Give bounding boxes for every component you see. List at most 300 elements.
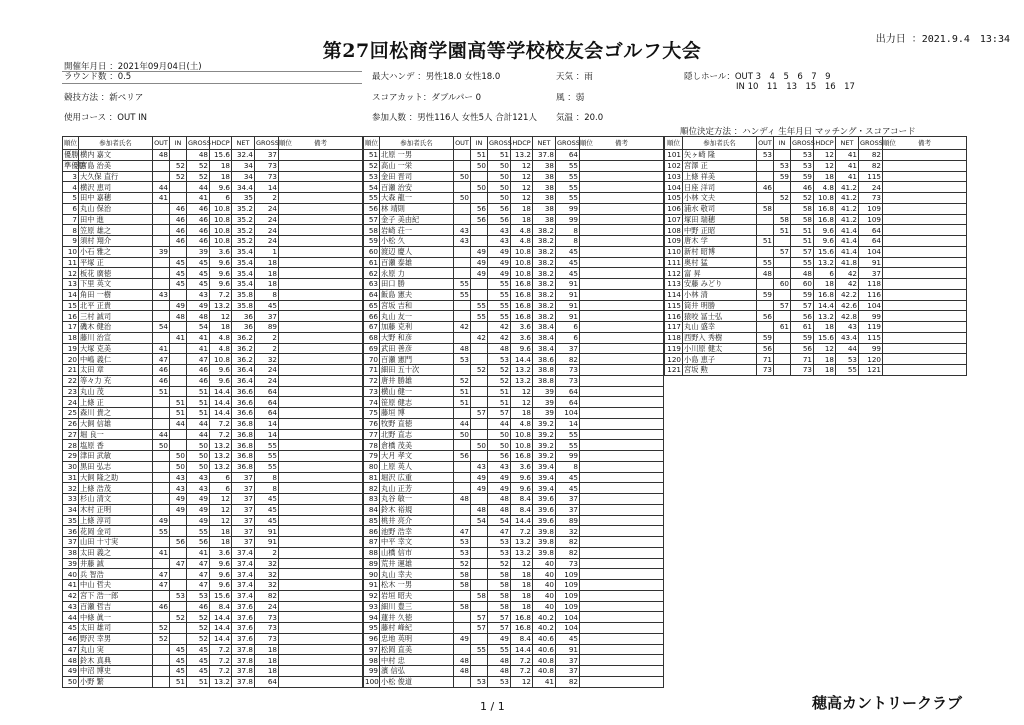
table-cell: 90 — [364, 569, 380, 580]
table-cell: 18 — [511, 203, 533, 214]
table-cell: 59 — [791, 332, 814, 343]
table-cell: 4.8 — [511, 225, 533, 236]
table-cell: 57 — [488, 408, 511, 419]
table-cell — [153, 472, 170, 483]
table-cell: 42 — [471, 332, 488, 343]
table-cell: 58 — [454, 569, 471, 580]
table-cell: 39 — [533, 386, 556, 397]
table-cell: 10.8 — [511, 440, 533, 451]
table-cell: 102 — [665, 160, 683, 171]
table-cell: 56 — [488, 203, 511, 214]
table-cell — [153, 451, 170, 462]
table-row — [63, 343, 363, 354]
table-cell: 41 — [187, 332, 210, 343]
table-row — [364, 160, 664, 171]
table-cell — [774, 332, 791, 343]
table-cell: 99 — [859, 311, 883, 322]
table-cell — [580, 494, 664, 505]
table-cell: 9.6 — [210, 569, 232, 580]
table-cell — [170, 515, 187, 526]
table-row — [364, 193, 664, 204]
table-cell: 24 — [255, 236, 279, 247]
table-cell: 42 — [488, 332, 511, 343]
table-cell: 6 — [210, 472, 232, 483]
table-cell: 52 — [187, 171, 210, 182]
table-cell: 43 — [187, 289, 210, 300]
table-cell: 58 — [757, 203, 774, 214]
table-row — [63, 472, 363, 483]
table-cell: 49 — [454, 633, 471, 644]
table-row — [364, 182, 664, 193]
table-cell: 49 — [471, 257, 488, 268]
table-cell: 1 — [255, 246, 279, 257]
table-cell: 15 — [63, 300, 79, 311]
table-cell: 37.4 — [232, 580, 255, 591]
table-row — [665, 182, 967, 193]
table-cell — [170, 354, 187, 365]
table-cell — [883, 182, 967, 193]
table-cell: 9.6 — [210, 580, 232, 591]
player-name-cell: 新村 昭博 — [683, 246, 757, 257]
table-cell — [580, 623, 664, 634]
table-row — [63, 418, 363, 429]
table-row — [665, 257, 967, 268]
table-cell — [279, 601, 363, 612]
table-cell: 55 — [556, 440, 580, 451]
player-name-cell: 丸山 保治 — [79, 203, 153, 214]
table-cell: 2 — [255, 343, 279, 354]
table-cell: 8 — [255, 472, 279, 483]
player-name-cell: 太田 義之 — [79, 547, 153, 558]
table-row — [63, 375, 363, 386]
table-cell: 16.8 — [511, 451, 533, 462]
table-cell: 4.8 — [210, 332, 232, 343]
table-cell — [580, 612, 664, 623]
table-cell: 45 — [556, 268, 580, 279]
table-cell: 73 — [791, 365, 814, 376]
table-cell: 64 — [859, 225, 883, 236]
table-cell: 7.2 — [210, 666, 232, 677]
table-cell — [580, 225, 664, 236]
table-cell: 8 — [63, 225, 79, 236]
table-cell: 46 — [153, 601, 170, 612]
table-cell: 81 — [364, 472, 380, 483]
table-cell: 116 — [859, 289, 883, 300]
table-cell: 104 — [859, 246, 883, 257]
table-cell — [580, 429, 664, 440]
table-cell: 55 — [187, 526, 210, 537]
table-cell: 40 — [533, 558, 556, 569]
table-cell — [454, 311, 471, 322]
table-cell — [279, 171, 363, 182]
table-row — [63, 623, 363, 634]
table-cell: 40.6 — [533, 633, 556, 644]
table-cell — [471, 375, 488, 386]
table-cell — [883, 300, 967, 311]
table-cell: 37 — [556, 494, 580, 505]
table-cell: 99 — [556, 203, 580, 214]
table-cell: 61 — [774, 322, 791, 333]
table-cell: 18 — [210, 160, 232, 171]
table-cell: 40.6 — [533, 644, 556, 655]
player-name-cell: 上條 正 — [79, 397, 153, 408]
table-cell — [471, 633, 488, 644]
player-name-cell: 大月 孝文 — [380, 451, 454, 462]
table-cell: 109 — [556, 580, 580, 591]
player-name-cell: 等々力 充 — [79, 375, 153, 386]
table-cell: 12 — [210, 311, 232, 322]
table-cell — [153, 300, 170, 311]
table-row — [63, 633, 363, 644]
table-cell: 73 — [556, 375, 580, 386]
player-name-cell: 田中 嘉穂 — [79, 193, 153, 204]
table-cell: 80 — [364, 461, 380, 472]
table-cell: 40 — [533, 569, 556, 580]
player-name-cell: 鈴木 真典 — [79, 655, 153, 666]
table-cell: 18 — [210, 537, 232, 548]
table-cell: 46 — [153, 365, 170, 376]
table-cell — [580, 558, 664, 569]
table-cell — [580, 461, 664, 472]
player-name-cell: 池野 浩幸 — [380, 526, 454, 537]
table-cell — [153, 397, 170, 408]
table-cell: 36.8 — [232, 461, 255, 472]
table-cell — [454, 515, 471, 526]
table-cell: 50 — [488, 160, 511, 171]
table-cell — [170, 150, 187, 161]
player-name-cell: 堀 良一 — [79, 429, 153, 440]
table-cell — [471, 225, 488, 236]
table-cell — [774, 257, 791, 268]
player-name-cell: 横内 嘉文 — [79, 150, 153, 161]
table-cell: 49 — [153, 515, 170, 526]
table-cell: 40.2 — [533, 612, 556, 623]
table-cell: 14 — [255, 429, 279, 440]
table-cell: 50 — [170, 451, 187, 462]
table-row — [63, 537, 363, 548]
table-cell: 16.8 — [511, 289, 533, 300]
table-cell — [279, 623, 363, 634]
table-cell: 38.4 — [533, 322, 556, 333]
table-cell: 15.6 — [814, 246, 836, 257]
table-row — [665, 268, 967, 279]
table-cell: 67 — [364, 322, 380, 333]
table-cell: 18 — [255, 666, 279, 677]
column-header: 参加者氏名 — [380, 137, 454, 150]
table-cell: 104 — [556, 408, 580, 419]
table-row — [665, 311, 967, 322]
player-name-cell: 兵 智浩 — [79, 569, 153, 580]
table-cell: 7.2 — [511, 526, 533, 537]
player-name-cell: 加藤 克利 — [380, 322, 454, 333]
table-cell: 9.6 — [210, 365, 232, 376]
player-name-cell: 武田 善彦 — [380, 343, 454, 354]
table-cell: 73 — [364, 386, 380, 397]
table-cell: 109 — [556, 601, 580, 612]
table-cell: 49 — [170, 504, 187, 515]
table-cell: 47 — [187, 569, 210, 580]
table-cell — [580, 526, 664, 537]
table-cell: 4.8 — [814, 182, 836, 193]
table-cell: 64 — [556, 150, 580, 161]
table-cell: 82 — [859, 160, 883, 171]
table-cell — [153, 483, 170, 494]
table-cell — [170, 601, 187, 612]
table-cell: 42 — [836, 279, 859, 290]
table-cell: 14 — [255, 182, 279, 193]
table-cell — [580, 644, 664, 655]
player-name-cell: 藤垣 博 — [380, 408, 454, 419]
table-cell: 66 — [364, 311, 380, 322]
table-cell — [580, 537, 664, 548]
table-cell: 39.8 — [533, 547, 556, 558]
table-cell — [471, 666, 488, 677]
table-cell: 43 — [836, 322, 859, 333]
table-row — [364, 612, 664, 623]
table-cell: 64 — [556, 386, 580, 397]
table-cell: 113 — [665, 279, 683, 290]
table-cell: 36.8 — [232, 440, 255, 451]
table-cell: 38 — [533, 203, 556, 214]
table-cell: 42 — [454, 322, 471, 333]
table-cell: 117 — [665, 322, 683, 333]
table-cell: 59 — [364, 236, 380, 247]
player-name-cell: 小林 文夫 — [683, 193, 757, 204]
table-cell — [153, 279, 170, 290]
table-cell: 18 — [255, 655, 279, 666]
table-cell — [580, 268, 664, 279]
table-cell: 41 — [836, 150, 859, 161]
table-cell: 101 — [665, 150, 683, 161]
table-cell — [580, 440, 664, 451]
table-cell: 41 — [533, 676, 556, 687]
table-cell — [279, 289, 363, 300]
table-cell — [580, 171, 664, 182]
table-cell: 38 — [533, 214, 556, 225]
player-name-cell: 筒井 明勝 — [683, 300, 757, 311]
table-cell — [279, 655, 363, 666]
table-cell — [454, 504, 471, 515]
table-cell: 8 — [255, 289, 279, 300]
table-row — [63, 193, 363, 204]
player-name-cell: 堀沢 広重 — [380, 472, 454, 483]
table-cell: 50 — [471, 440, 488, 451]
score-cut: スコアカット：ダブルパー 0 — [372, 93, 482, 103]
table-cell: 94 — [364, 612, 380, 623]
table-cell — [279, 236, 363, 247]
table-row — [364, 150, 664, 161]
player-name-cell: 山田 十寸実 — [79, 537, 153, 548]
table-cell: 14.4 — [210, 612, 232, 623]
table-row — [665, 289, 967, 300]
table-cell: 64 — [255, 676, 279, 687]
table-cell — [153, 461, 170, 472]
table-cell: 55 — [153, 526, 170, 537]
table-cell: 55 — [454, 279, 471, 290]
table-cell: 114 — [665, 289, 683, 300]
player-name-cell: 津田 武敏 — [79, 451, 153, 462]
table-cell: 104 — [556, 623, 580, 634]
table-cell: 48 — [488, 655, 511, 666]
table-cell: 52 — [153, 633, 170, 644]
table-cell — [153, 268, 170, 279]
table-cell: 47 — [170, 558, 187, 569]
table-cell — [580, 590, 664, 601]
table-cell: 6 — [814, 268, 836, 279]
table-cell: 48 — [187, 311, 210, 322]
table-cell: 35 — [63, 515, 79, 526]
table-cell: 41 — [63, 580, 79, 591]
table-cell: 43 — [454, 236, 471, 247]
table-cell: 43 — [153, 289, 170, 300]
table-cell: 53 — [170, 590, 187, 601]
table-cell: 48 — [488, 504, 511, 515]
table-cell: 52 — [153, 623, 170, 634]
table-cell: 57 — [364, 214, 380, 225]
player-name-cell: 太田 雄司 — [79, 623, 153, 634]
column-header: NET — [533, 137, 556, 150]
table-cell: 55 — [255, 461, 279, 472]
table-cell — [580, 300, 664, 311]
table-cell: 26 — [63, 418, 79, 429]
table-cell — [153, 236, 170, 247]
table-cell: 16.8 — [814, 289, 836, 300]
table-cell: 120 — [859, 354, 883, 365]
table-cell: 32 — [63, 483, 79, 494]
table-cell: 54 — [364, 182, 380, 193]
table-cell: 14 — [255, 418, 279, 429]
table-cell: 58 — [454, 601, 471, 612]
player-name-cell: 濱 信弘 — [380, 666, 454, 677]
table-cell — [279, 472, 363, 483]
table-row — [63, 150, 363, 161]
table-cell: 59 — [791, 171, 814, 182]
table-cell: 53 — [454, 547, 471, 558]
event-date: 開催年月日 ：2021年09月04日(土) — [64, 62, 202, 72]
table-row — [63, 590, 363, 601]
table-cell: 13.2 — [210, 676, 232, 687]
table-cell: 51 — [170, 397, 187, 408]
table-row — [665, 225, 967, 236]
table-cell: 39.6 — [533, 494, 556, 505]
table-cell: 56 — [488, 451, 511, 462]
table-cell: 14.4 — [511, 354, 533, 365]
table-cell — [774, 203, 791, 214]
table-cell: 32 — [255, 580, 279, 591]
table-cell: 9 — [63, 236, 79, 247]
table-cell — [580, 193, 664, 204]
table-cell — [454, 612, 471, 623]
player-name-cell: 宮澤 正 — [683, 160, 757, 171]
table-cell: 41.2 — [836, 182, 859, 193]
table-cell: 31 — [63, 472, 79, 483]
table-cell: 59 — [757, 289, 774, 300]
table-cell: 58 — [774, 214, 791, 225]
table-cell: 8.4 — [511, 494, 533, 505]
table-cell: 43 — [170, 472, 187, 483]
table-cell: 41 — [170, 332, 187, 343]
table-cell: 61 — [791, 322, 814, 333]
table-row — [665, 193, 967, 204]
column-header: HDCP — [511, 137, 533, 150]
table-cell — [580, 343, 664, 354]
table-cell: 18 — [255, 257, 279, 268]
table-cell: 49 — [471, 483, 488, 494]
table-cell: 16.8 — [511, 279, 533, 290]
table-cell — [580, 279, 664, 290]
table-cell: 51 — [364, 150, 380, 161]
player-name-cell: 小林 清 — [683, 289, 757, 300]
table-cell: 12 — [511, 676, 533, 687]
table-cell: 52 — [187, 160, 210, 171]
divider — [62, 71, 362, 72]
player-name-cell: 藤村 峰紀 — [380, 623, 454, 634]
table-cell: 準優勝 — [64, 161, 86, 171]
table-cell: 53 — [454, 537, 471, 548]
player-name-cell: 中沼 博史 — [79, 666, 153, 677]
table-cell — [580, 633, 664, 644]
table-cell: 43 — [187, 472, 210, 483]
table-cell: 38 — [533, 193, 556, 204]
table-cell — [454, 246, 471, 257]
table-cell — [170, 246, 187, 257]
table-cell — [454, 472, 471, 483]
table-cell — [279, 537, 363, 548]
table-cell — [153, 408, 170, 419]
table-cell: 50 — [63, 676, 79, 687]
table-cell — [883, 246, 967, 257]
table-cell: 38 — [533, 171, 556, 182]
table-cell: 41.2 — [836, 203, 859, 214]
table-row — [364, 666, 664, 677]
table-cell: 48 — [488, 494, 511, 505]
table-cell — [279, 569, 363, 580]
table-cell: 32 — [556, 526, 580, 537]
table-cell: 3.6 — [511, 322, 533, 333]
table-cell: 37.6 — [232, 633, 255, 644]
table-cell — [279, 322, 363, 333]
table-row — [364, 515, 664, 526]
table-cell: 32 — [255, 558, 279, 569]
table-cell: 118 — [859, 279, 883, 290]
table-cell — [883, 279, 967, 290]
player-name-cell: 永原 力 — [380, 268, 454, 279]
table-cell — [774, 236, 791, 247]
table-cell: 49 — [488, 633, 511, 644]
table-cell: 54 — [153, 322, 170, 333]
table-cell: 37.8 — [232, 655, 255, 666]
table-cell: 49 — [488, 257, 511, 268]
table-cell: 77 — [364, 429, 380, 440]
table-cell: 36.2 — [232, 354, 255, 365]
table-cell — [153, 612, 170, 623]
table-cell: 10.8 — [210, 214, 232, 225]
table-cell: 53 — [471, 676, 488, 687]
table-cell: 91 — [255, 537, 279, 548]
results-table-3 — [664, 136, 967, 376]
table-cell: 35.4 — [232, 279, 255, 290]
table-cell: 53 — [454, 354, 471, 365]
table-cell: 104 — [665, 182, 683, 193]
table-cell: 36.2 — [232, 343, 255, 354]
table-cell: 51 — [791, 225, 814, 236]
table-cell: 52 — [187, 612, 210, 623]
participants: 参加人数 ：男性116人 女性5人 合計121人 — [372, 113, 537, 123]
table-row — [364, 354, 664, 365]
table-cell — [279, 300, 363, 311]
table-cell: 49 — [488, 246, 511, 257]
table-cell — [580, 182, 664, 193]
